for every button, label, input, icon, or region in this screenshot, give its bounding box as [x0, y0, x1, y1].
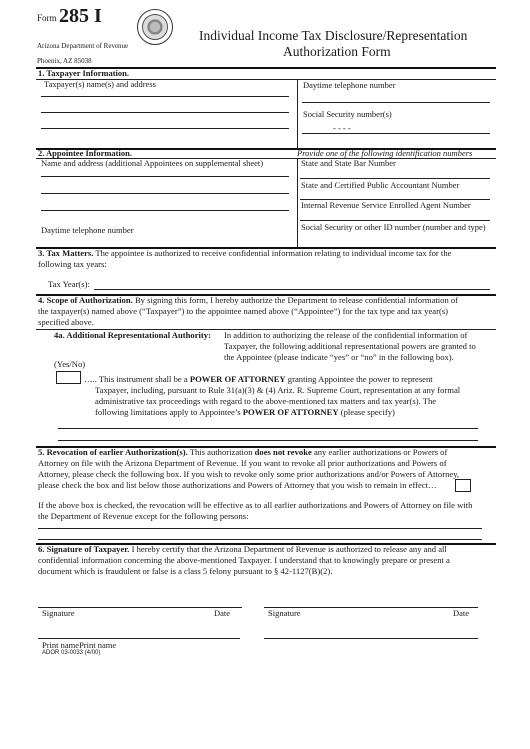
section6-line2: confidential information concerning the above-mentioned Taxpayer. I understand that to knowingly prepare or present a	[38, 555, 450, 565]
poa-pre: ….. This instrument shall be a	[84, 374, 190, 384]
section5-line4: please check the box and list below those authorizations and Powers of Attorney that you wish to remain in effect…	[38, 480, 437, 490]
tax-years-field[interactable]	[94, 289, 490, 290]
section5-heading: 5. Revocation of earlier Authorization(s).	[38, 447, 188, 457]
section5-line2: Attorney on file with the Arizona Department of Revenue. If you want to revoke all prior authorizations and Powers of	[38, 458, 447, 468]
section3-heading: 3. Tax Matters.	[38, 248, 94, 258]
appointee-name-address-label: Name and address (additional Appointees on supplemental sheet)	[41, 158, 264, 168]
poa-line1	[84, 375, 433, 385]
form-label: Form	[37, 13, 57, 23]
section3-text: The appointee is authorized to receive confidential information relating to individual income tax for the	[95, 248, 452, 258]
taxpayer-names-line3[interactable]	[41, 128, 289, 129]
state-seal-icon	[137, 9, 173, 45]
revoke-checkbox[interactable]	[455, 479, 471, 492]
section1-divider	[297, 79, 298, 148]
section3-text-line1	[38, 249, 451, 259]
poa-yes-no-box[interactable]	[56, 371, 81, 384]
section4a-line2: Taxpayer, the following additional representational powers are granted to	[224, 341, 476, 351]
date1-label: Date	[214, 608, 231, 618]
tax-years-label: Tax Year(s):	[48, 279, 90, 289]
section1-heading: 1. Taxpayer Information.	[38, 68, 129, 78]
section2-heading: 2. Appointee Information.	[38, 148, 132, 158]
section4a-line3: the Appointee (please indicate “yes” or “no” in the following box).	[224, 352, 454, 362]
section4a-heading: 4a. Additional Representational Authority:	[54, 330, 211, 340]
section2-divider	[297, 158, 298, 248]
form-title-line2: Authorization Form	[283, 44, 391, 59]
provide-id-note: Provide one of the following identification numbers	[297, 148, 473, 158]
ssn-label: Social Security number(s)	[303, 109, 392, 119]
section5-line1-bold: does not revoke	[254, 447, 312, 457]
state-bar-label: State and State Bar Number	[301, 158, 396, 168]
section6-text: I hereby certify that the Arizona Department of Revenue is authorized to release any and all	[131, 544, 447, 554]
section6-heading: 6. Signature of Taxpayer.	[38, 544, 130, 554]
appointee-address-line1[interactable]	[41, 176, 289, 177]
section6-line1	[38, 545, 447, 555]
appointee-address-line2[interactable]	[41, 193, 289, 194]
section5-line1	[38, 448, 447, 458]
ssn-mask: - - - -	[333, 123, 351, 133]
department-name: Arizona Department of Revenue	[37, 42, 129, 50]
taxpayer-names-line1[interactable]	[41, 96, 289, 97]
taxpayer-names-label: Taxpayer(s) name(s) and address	[44, 79, 156, 89]
section4-text-line1	[38, 296, 458, 306]
section5-line1-pre: This authorization	[189, 447, 255, 457]
excepted-persons-line1[interactable]	[38, 528, 482, 529]
section6-line3: document which is fraudulent or false is a class 5 felony pursuant to § 42-1127(B)(2).	[38, 566, 333, 576]
poa-line3: administrative tax proceedings with regard to the above-mentioned tax matters and tax year(s). The	[95, 396, 437, 406]
poa-limitations-line2[interactable]	[58, 440, 478, 441]
form-code: ADOR 03-0033 (4/00)	[42, 650, 101, 656]
print-name1-field[interactable]	[38, 638, 240, 639]
yes-no-label: (Yes/No)	[54, 359, 86, 369]
section4-text-line3: specified above.	[38, 317, 94, 327]
print-name2-field[interactable]	[264, 638, 478, 639]
form-number: 285 I	[59, 5, 102, 27]
section4-text: By signing this form, I hereby authorize the Department to release confidential information of	[134, 295, 459, 305]
signature1-label: Signature	[42, 608, 75, 618]
poa-bold: POWER OF ATTORNEY	[189, 374, 286, 384]
irs-agent-label: Internal Revenue Service Enrolled Agent Number	[301, 200, 471, 210]
section5-line3: Attorney, please check the following box. If you wish to revoke only some prior authorizations and/or Powers of Attorney,	[38, 469, 460, 479]
section4-text-line2: the taxpayer(s) named above (“Taxpayer”) to the appointee named above (“Appointee”) for the tax type and tax year(s)	[38, 306, 449, 316]
taxpayer-names-line2[interactable]	[41, 112, 289, 113]
state-cpa-label: State and Certified Public Accountant Number	[301, 180, 460, 190]
poa-line4	[95, 408, 395, 418]
section4a-line1: In addition to authorizing the release of the confidential information of	[224, 330, 468, 340]
date2-label: Date	[453, 608, 470, 618]
appointee-address-line3[interactable]	[41, 210, 289, 211]
poa-line4-post: (please specify)	[338, 407, 395, 417]
excepted-persons-line2[interactable]	[38, 539, 482, 540]
poa-line2: Taxpayer, including, pursuant to Rule 31(a)(3) & (4) Ariz. R. Supreme Court, representation at any formal	[95, 385, 461, 395]
taxpayer-daytime-phone-field[interactable]	[302, 102, 490, 103]
department-address: Phoenix, AZ 85038	[37, 57, 92, 65]
state-bar-field[interactable]	[300, 178, 490, 179]
print-name-label: Print namePrint name	[42, 640, 117, 650]
form-title-line1: Individual Income Tax Disclosure/Representation	[199, 28, 468, 43]
appointee-daytime-phone-label: Daytime telephone number	[41, 225, 134, 235]
poa-post: granting Appointee the power to represent	[285, 374, 433, 384]
poa-limitations-line1[interactable]	[58, 428, 478, 429]
ssn-field[interactable]	[302, 133, 490, 134]
signature2-label: Signature	[268, 608, 301, 618]
poa-line4-bold: POWER OF ATTORNEY	[242, 407, 339, 417]
section5-line5: If the above box is checked, the revocation will be effective as to all earlier authorizations and Powers of Attorney on file with	[38, 500, 473, 510]
section5-line1-post: any earlier authorizations or Powers of	[311, 447, 448, 457]
section3-text-line2: following tax years:	[38, 259, 107, 269]
section5-line6: the Department of Revenue except for the following persons:	[38, 511, 249, 521]
taxpayer-daytime-phone-label: Daytime telephone number	[303, 80, 396, 90]
section4-heading: 4. Scope of Authorization.	[38, 295, 133, 305]
irs-agent-field[interactable]	[300, 220, 490, 221]
poa-line4-pre: following limitations apply to Appointee’s	[95, 407, 243, 417]
ssn-other-id-label: Social Security or other ID number (number and type)	[301, 222, 486, 232]
